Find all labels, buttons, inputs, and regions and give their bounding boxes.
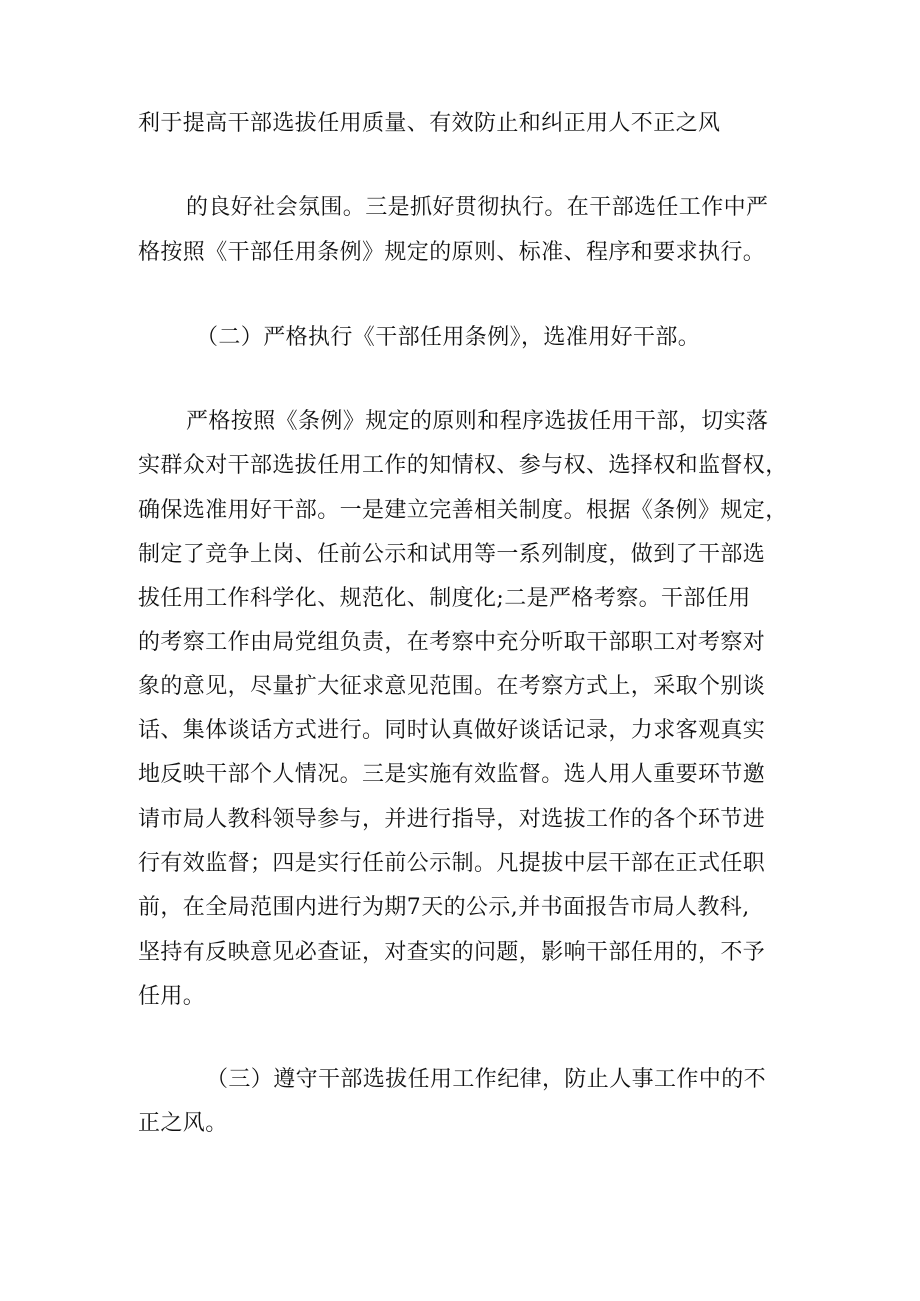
paragraph-line: 格按照《干部任用条例》规定的原则、标准、程序和要求执行。 (138, 240, 766, 265)
paragraph-line: 话、集体谈话方式进行。同时认真做好谈话记录，力求客观真实 (138, 718, 766, 743)
section-heading: （二）严格执行《干部任用条例》，选准用好干部。 (196, 325, 701, 350)
paragraph-line: 严格按照《条例》规定的原则和程序选拔任用干部，切实落 (186, 409, 769, 434)
paragraph-line: 地反映干部个人情况。三是实施有效监督。选人用人重要环节邀 (138, 762, 766, 787)
paragraph-line: 利于提高干部选拔任用质量、有效防止和纠正用人不正之风 (138, 111, 721, 136)
paragraph-line: 前，在全局范围内进行为期7天的公示,并书面报告市局人教科, (138, 895, 750, 920)
paragraph-line: 象的意见，尽量扩大征求意见范围。在考察方式上，采取个别谈 (138, 674, 766, 699)
paragraph-line: 正之风。 (138, 1111, 228, 1136)
paragraph-line: 拔任用工作科学化、规范化、制度化;二是严格考察。干部任用 (138, 586, 751, 611)
paragraph-line: 实群众对干部选拔任用工作的知情权、参与权、选择权和监督权， (138, 453, 788, 478)
paragraph-line: 的良好社会氛围。三是抓好贯彻执行。在干部选任工作中严 (186, 195, 769, 220)
paragraph-line: 任用。 (138, 984, 206, 1009)
paragraph-line: 行有效监督；四是实行任前公示制。凡提拔中层干部在正式任职 (138, 851, 766, 876)
section-heading: （三）遵守干部选拔任用工作纪律，防止人事工作中的不 (206, 1067, 767, 1092)
paragraph-line: 确保选准用好干部。一是建立完善相关制度。根据《条例》规定， (138, 498, 788, 523)
paragraph-line: 坚持有反映意见必查证，对查实的问题，影响干部任用的，不予 (138, 940, 766, 965)
paragraph-line: 的考察工作由局党组负责，在考察中充分听取干部职工对考察对 (138, 630, 766, 655)
paragraph-line: 制定了竞争上岗、任前公示和试用等一系列制度，做到了干部选 (138, 542, 766, 567)
paragraph-line: 请市局人教科领导参与，并进行指导，对选拔工作的各个环节进 (138, 807, 766, 832)
